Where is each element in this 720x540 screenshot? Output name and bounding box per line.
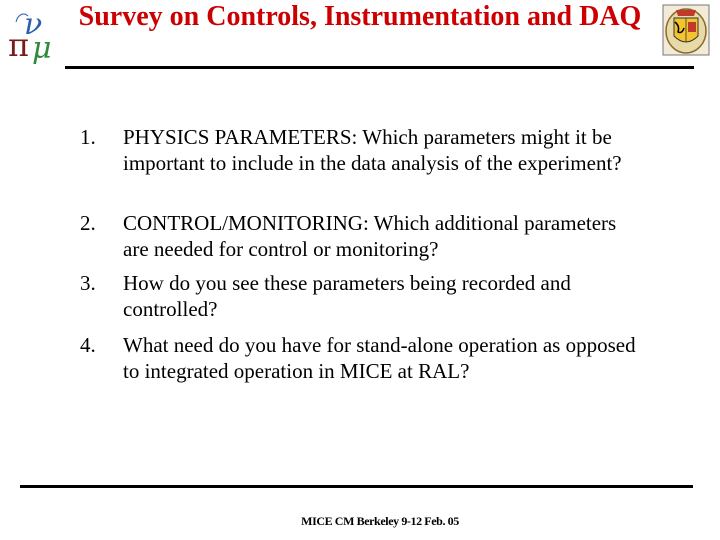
item-number: 3. [80, 271, 96, 295]
slide-title: Survey on Controls, Instrumentation and DAQ [78, 1, 642, 32]
header-divider [65, 66, 694, 69]
item-number: 2. [80, 211, 96, 235]
item-text: CONTROL/MONITORING: Which additional parameters are needed for control or monitoring? [123, 211, 617, 261]
footer-text: MICE CM Berkeley 9-12 Feb. 05 [301, 514, 459, 528]
svg-text:μ: μ [32, 31, 52, 66]
footer-divider [20, 485, 693, 488]
item-text: What need do you have for stand-alone operation as opposed to integrated operation in MICE at RAL? [123, 333, 636, 383]
geneva-crest-icon [662, 4, 710, 56]
item-text: PHYSICS PARAMETERS: Which parameters might it be important to include in the data analysis of the experiment? [123, 125, 622, 175]
svg-text:ν: ν [24, 8, 43, 42]
mice-logo-icon [6, 8, 66, 66]
svg-text:π: π [8, 26, 30, 64]
item-number: 1. [80, 125, 96, 149]
item-number: 4. [80, 333, 96, 357]
item-text: How do you see these parameters being recorded and controlled? [123, 271, 571, 321]
